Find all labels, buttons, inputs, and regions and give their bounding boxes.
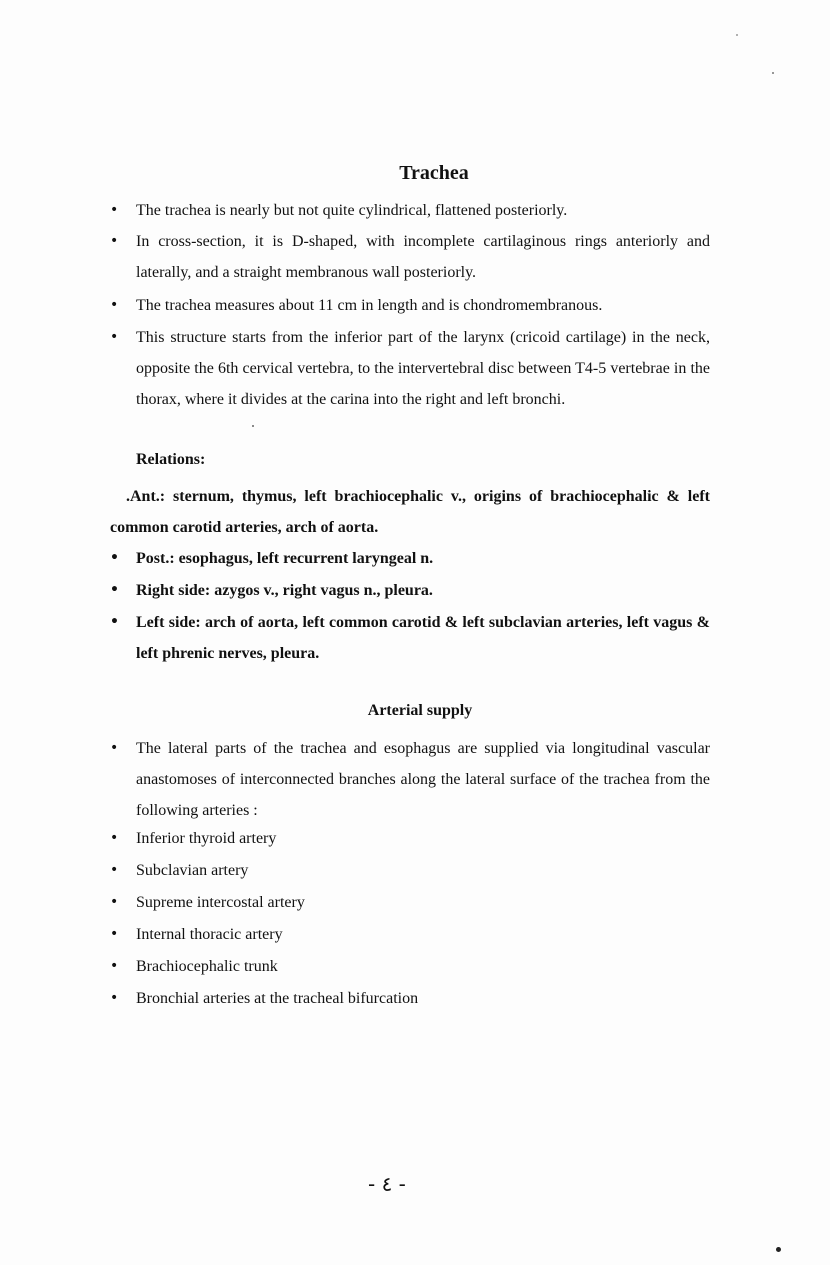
relations-anterior-prefix: .Ant.: [126, 488, 166, 505]
list-item [110, 543, 710, 574]
list-item [110, 226, 710, 288]
bullet-icon: • [110, 958, 119, 974]
bullet-icon: • [110, 990, 119, 1006]
list-item [110, 322, 710, 415]
bullet-icon: • [110, 862, 119, 878]
bullet-icon: • [110, 582, 119, 598]
list-item-text: Bronchial arteries at the tracheal bifurcation [136, 990, 419, 1007]
list-item [110, 855, 710, 886]
bullet-icon: • [110, 297, 119, 313]
list-item-text: This structure starts from the inferior part of the larynx (cricoid cartilage) in the neck, opposite the 6th cervical vertebra, to the intervertebral disc between T4-5 vertebrae in the thorax, where it divides at the carina into the right and left bronchi. [136, 329, 710, 408]
bullet-icon: • [110, 329, 119, 345]
list-item-text: In cross-section, it is D-shaped, with incomplete cartilaginous rings anteriorly and laterally, and a straight membranous wall posteriorly. [136, 233, 710, 281]
list-item-text: The lateral parts of the trachea and esophagus are supplied via longitudinal vascular anastomoses of interconnected branches along the lateral surface of the trachea from the following arteries : [136, 740, 710, 819]
list-item [110, 195, 710, 226]
relations-heading: Relations: [136, 451, 206, 468]
list-item-text: Right side: azygos v., right vagus n., pleura. [136, 582, 433, 599]
section-heading: Arterial supply [367, 702, 473, 719]
bullet-icon: • [110, 894, 119, 910]
list-item-text: Post.: esophagus, left recurrent laryngeal n. [136, 550, 434, 567]
list-item-text: Inferior thyroid artery [136, 830, 277, 847]
list-item [110, 919, 710, 950]
list-item [110, 951, 710, 982]
bullet-icon: • [110, 830, 119, 846]
list-item [110, 290, 710, 321]
relations-anterior [110, 481, 710, 543]
bullet-icon: • [110, 740, 119, 756]
list-item-text: Supreme intercostal artery [136, 894, 305, 911]
scan-speck [252, 425, 254, 427]
list-item-text: Left side: arch of aorta, left common carotid & left subclavian arteries, left vagus & left phrenic nerves, pleura. [136, 614, 710, 662]
list-item-text: Brachiocephalic trunk [136, 958, 278, 975]
list-item [110, 983, 710, 1014]
scan-speck [772, 72, 774, 74]
list-item [110, 575, 710, 606]
bullet-icon: • [110, 233, 119, 249]
page-number: - ٤ - [368, 1172, 406, 1196]
list-item-text: Internal thoracic artery [136, 926, 283, 943]
list-item [110, 733, 710, 826]
list-item-text: The trachea is nearly but not quite cylindrical, flattened posteriorly. [136, 202, 568, 219]
list-item-text: Subclavian artery [136, 862, 249, 879]
list-item-text: The trachea measures about 11 cm in length and is chondromembranous. [136, 297, 603, 314]
bullet-icon: • [110, 614, 119, 630]
list-item [110, 887, 710, 918]
list-item [110, 607, 710, 669]
scan-speck [776, 1247, 781, 1252]
bullet-icon: • [110, 926, 119, 942]
page-title: Trachea [399, 162, 469, 184]
bullet-icon: • [110, 202, 119, 218]
scan-speck [736, 34, 738, 36]
relations-anterior-text: sternum, thymus, left brachiocephalic v., origins of brachiocephalic & left common carotid arteries, arch of aorta. [110, 488, 711, 536]
list-item [110, 823, 710, 854]
bullet-icon: • [110, 550, 119, 566]
